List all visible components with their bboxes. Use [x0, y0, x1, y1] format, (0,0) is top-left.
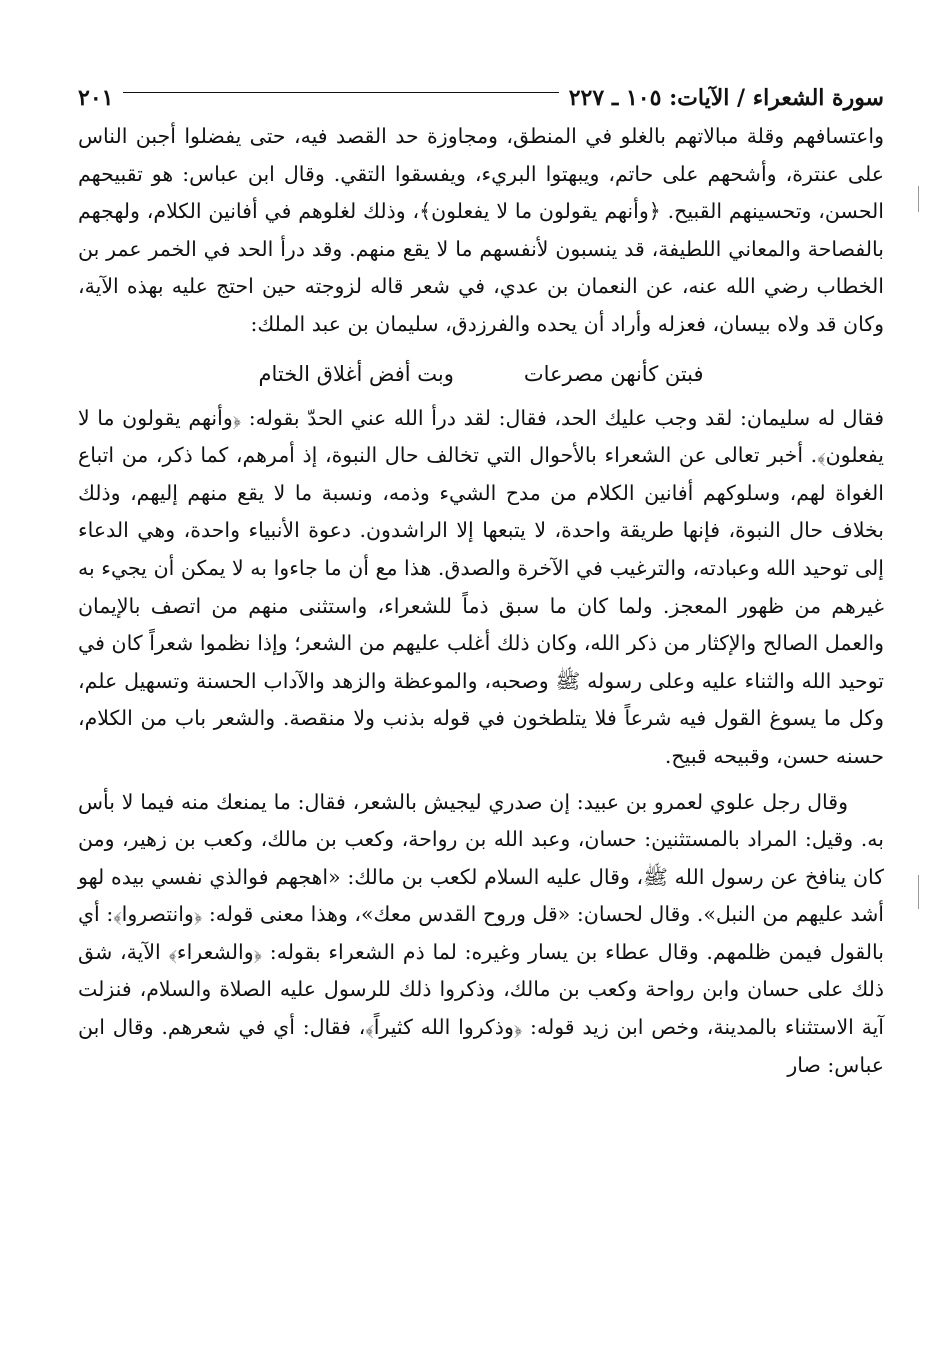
margin-mark-bottom — [918, 875, 919, 909]
header-rule — [123, 92, 558, 93]
page-header — [78, 80, 884, 116]
paragraph-2: فقال له سليمان: لقد وجب عليك الحد، فقال: لقد درأ الله عني الحدّ بقوله: ﴿وأنهم يقولون ما لا يفعلون﴾. أخبر تعالى عن الشعراء بالأحوال التي تخالف حال النبوة، إذ أمرهم، كما ذكر، من اتباع الغواة لهم، وسلوكهم أفانين الكلام من مدح الشيء وذمه، ونسبة ما لا يقع منهم إليهم، وذلك بخلاف حال النبوة، فإنها طريقة واحدة، لا يتبعها إلا الراشدون. دعوة الأنبياء واحدة، وهي الدعاء إلى توحيد الله وعبادته، والترغيب في الآخرة والصدق. هذا مع أن ما جاءوا به لا يمكن أن يجيء به غيرهم من ظهور المعجز. ولما كان ما سبق ذماً للشعراء، واستثنى منهم من اتصف بالإيمان والعمل الصالح والإكثار من ذكر الله، وكان ذلك أغلب عليهم من الشعر؛ وإذا نظموا شعراً كان في توحيد الله والثناء عليه وعلى رسوله ﷺ وصحبه، والموعظة والزهد والآداب الحسنة وتسهيل علم، وكل ما يسوغ القول فيه شرعاً فلا يتلطخون في قوله بذنب ولا منقصة. والشعر باب من الكلام، حسنه حسن، وقبيحه قبيح. — [78, 405, 884, 768]
verse-second-hemistich: وبت أفض أغلاق الختام — [258, 361, 454, 386]
surah-title: سورة الشعراء / الآيات: ١٠٥ ـ ٢٢٧ — [568, 85, 884, 111]
poetry-verse — [78, 352, 884, 396]
book-page — [78, 80, 884, 1084]
paragraph-3: وقال رجل علوي لعمرو بن عبيد: إن صدري ليجيش بالشعر، فقال: ما يمنعك منه فيما لا بأس به. وقيل: المراد بالمستثنين: حسان، وعبد الله بن رواحة، وكعب بن مالك، وكعب بن زهير، ومن كان ينافخ عن رسول الله ﷺ، وقال عليه السلام لكعب بن مالك: «اهجهم فوالذي نفسي بيده لهو أشد عليهم من النبل». وقال لحسان: «قل وروح القدس معك»، وهذا معنى قوله: ﴿وانتصروا﴾: أي بالقول فيمن ظلمهم. وقال عطاء بن يسار وغيره: لما ذم الشعراء بقوله: ﴿والشعراء﴾ الآية، شق ذلك على حسان وابن رواحة وكعب بن مالك، وذكروا ذلك للرسول عليه الصلاة والسلام، فنزلت آية الاستثناء بالمدينة، وخص ابن زيد قوله: ﴿وذكروا الله كثيراً﴾، فقال: أي في شعرهم. وقال ابن عباس: صار — [78, 789, 884, 1077]
page-number: ٢٠١ — [78, 85, 114, 111]
margin-mark-top — [918, 186, 919, 212]
paragraph-1: واعتسافهم وقلة مبالاتهم بالغلو في المنطق، ومجاوزة حد القصد فيه، حتى يفضلوا أجبن الناس على عنترة، وأشحهم على حاتم، ويبهتوا البريء، ويفسقوا التقي. وقال ابن عباس: هو تقبيحهم الحسن، وتحسينهم القبيح. ﴿وأنهم يقولون ما لا يفعلون﴾، وذلك لغلوهم في أفانين الكلام، ولهجهم بالفصاحة والمعاني اللطيفة، قد ينسبون لأنفسهم ما لا يقع منهم. وقد درأ الحد في الخمر عمر بن الخطاب رضي الله عنه، عن النعمان بن عدي، في شعر قاله لزوجته حين احتج عليه بهذه الآية، وكان قد ولاه بيسان، فعزله وأراد أن يحده والفرزدق، سليمان بن عبد الملك: — [78, 124, 884, 336]
verse-first-hemistich: فبتن كأنهن مصرعات — [523, 361, 704, 386]
